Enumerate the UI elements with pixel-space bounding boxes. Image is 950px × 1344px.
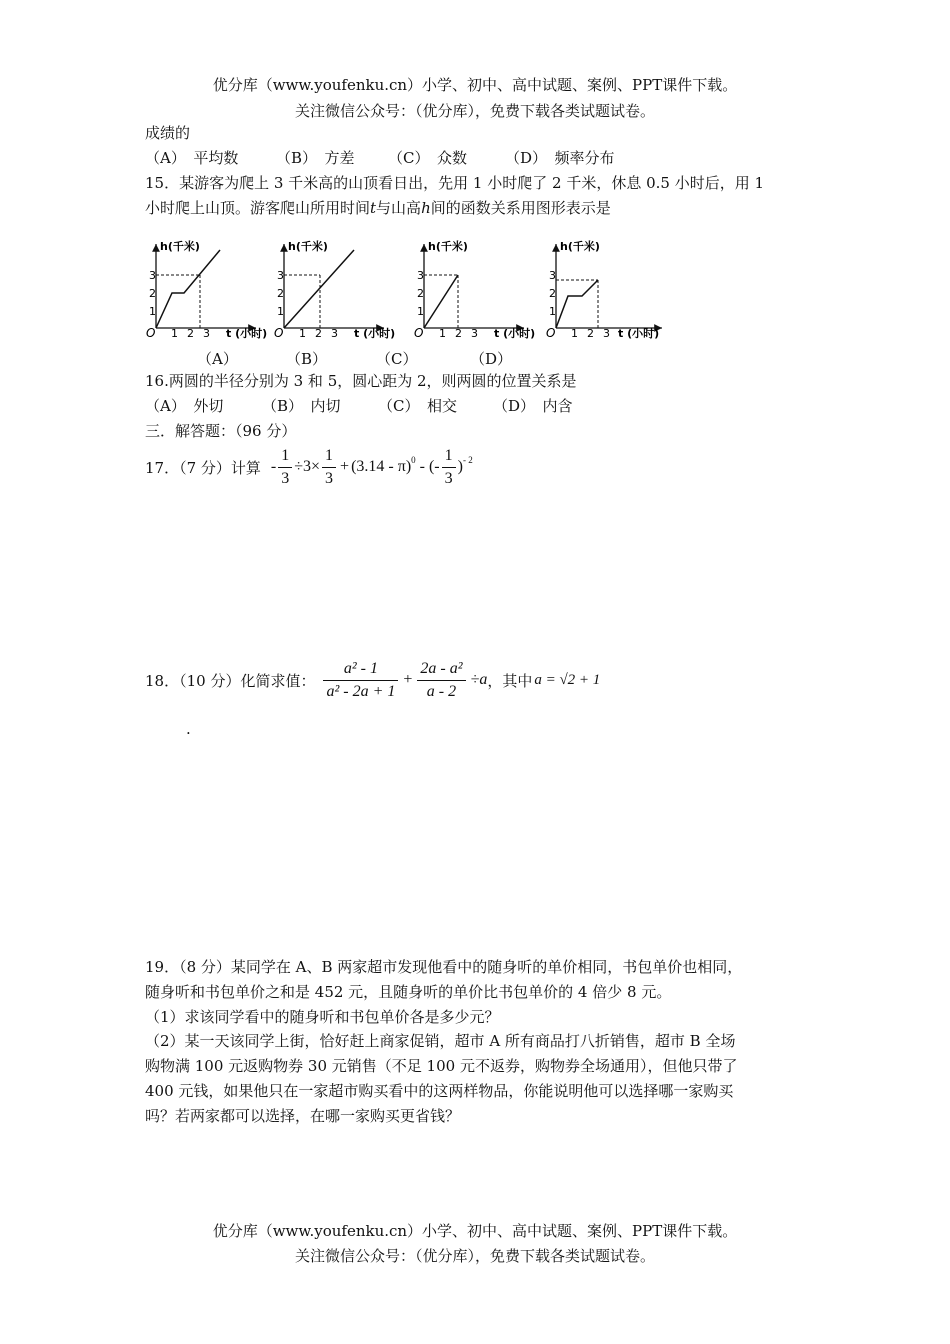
q18-div: ÷a bbox=[470, 671, 488, 688]
graph-b-ytick-3: 3 bbox=[277, 269, 284, 282]
graph-d-xlabel: t (小时) bbox=[618, 327, 660, 340]
graph-label-a: （A） bbox=[197, 350, 238, 368]
q17-frac-1-den: 3 bbox=[281, 469, 290, 487]
q15-line-1: 15．某游客为爬上 3 千米高的山顶看日出，先用 1 小时爬了 2 千米，休息 0.5 小时后，用 1 bbox=[145, 174, 765, 192]
footer-line-2: 关注微信公众号：（优分库），免费下载各类试题试卷。 bbox=[294, 1247, 655, 1265]
graph-c-ylabel: h(千米) bbox=[428, 240, 468, 253]
q17-expression bbox=[271, 445, 473, 490]
q15-text-b: 与山高 bbox=[376, 199, 422, 217]
graph-a-xtick-2: 2 bbox=[187, 327, 194, 340]
graph-label-c: （C） bbox=[376, 350, 418, 368]
graph-b-ylabel: h(千米) bbox=[288, 240, 328, 253]
q17-frac-2 bbox=[322, 445, 336, 490]
graph-b-xtick-3: 3 bbox=[331, 327, 338, 340]
graph-d-origin: O bbox=[546, 326, 556, 340]
q17-minus: - bbox=[270, 458, 277, 475]
q15-graphs bbox=[140, 236, 680, 346]
graph-c-xtick-2: 2 bbox=[455, 327, 462, 340]
header-line-2: 关注微信公众号：（优分库），免费下载各类试题试卷。 bbox=[294, 102, 655, 120]
q15-text-a: 小时爬上山顶。游客爬山所用时间 bbox=[145, 199, 371, 217]
q14-option-c: （C） 众数 bbox=[388, 149, 467, 167]
graph-b-ytick-1: 1 bbox=[277, 305, 284, 318]
q17-minus-paren: - (- bbox=[419, 458, 440, 475]
q14-continuation: 成绩的 bbox=[145, 124, 191, 142]
q17-frac-3 bbox=[442, 445, 456, 490]
q17-supneg2: - 2 bbox=[462, 454, 473, 465]
graph-b-origin: O bbox=[274, 326, 284, 340]
graph-d bbox=[546, 239, 662, 340]
graph-label-d: （D） bbox=[470, 350, 513, 368]
graph-c-xtick-1: 1 bbox=[439, 327, 446, 340]
graph-d-xtick-3: 3 bbox=[603, 327, 610, 340]
section-3-title: 三．解答题：（96 分） bbox=[145, 422, 297, 440]
q17-label: 17．（7 分）计算 bbox=[145, 458, 261, 477]
graph-c-xlabel: t (小时) bbox=[494, 327, 536, 340]
q18-frac-1 bbox=[323, 658, 398, 703]
q17-frac-3-den: 3 bbox=[444, 469, 453, 487]
header-line-1: 优分库（www.youfenku.cn）小学、初中、高中试题、案例、PPT课件下载。 bbox=[212, 76, 738, 94]
graph-a-origin: O bbox=[146, 326, 156, 340]
q14-option-a: （A） 平均数 bbox=[145, 149, 239, 167]
graph-a-ylabel: h(千米) bbox=[160, 240, 200, 253]
q18-where: ，其中 bbox=[487, 671, 533, 690]
q16-option-c: （C） 相交 bbox=[378, 397, 457, 415]
q17-frac-1-num: 1 bbox=[278, 445, 292, 468]
graph-a bbox=[146, 239, 267, 340]
q19-line-7: 吗？若两家都可以选择，在哪一家购买更省钱？ bbox=[145, 1107, 461, 1125]
graph-c-ytick-1: 1 bbox=[417, 305, 424, 318]
q15-var-t: t bbox=[370, 199, 377, 217]
graph-b-xlabel: t (小时) bbox=[354, 327, 396, 340]
q17-close: ) bbox=[457, 458, 463, 475]
q16-option-b: （B） 内切 bbox=[262, 397, 341, 415]
q19-line-4: （2）某一天该同学上街，恰好赶上商家促销，超市 A 所有商品打八折销售，超市 B 全场 bbox=[145, 1032, 736, 1050]
graph-b-xtick-1: 1 bbox=[299, 327, 306, 340]
q15-var-h: h bbox=[421, 199, 431, 217]
q15-line-2 bbox=[145, 197, 611, 218]
q19-line-3: （1）求该同学看中的随身听和书包单价各是多少元？ bbox=[145, 1008, 500, 1026]
q18-frac-1-num: a² - 1 bbox=[323, 658, 398, 681]
graph-d-xtick-1: 1 bbox=[571, 327, 578, 340]
q15-text-c: 间的函数关系用图形表示是 bbox=[430, 199, 611, 217]
graph-a-xlabel: t (小时) bbox=[226, 327, 268, 340]
q18-value: a = √2 + 1 bbox=[534, 671, 601, 688]
q17-frac-2-num: 1 bbox=[322, 445, 336, 468]
q18-frac-2-den: a - 2 bbox=[426, 682, 457, 700]
graph-a-xtick-3: 3 bbox=[203, 327, 210, 340]
q17 bbox=[145, 442, 473, 492]
graph-c-ytick-3: 3 bbox=[417, 269, 424, 282]
graph-b bbox=[274, 239, 395, 340]
graph-c-xtick-3: 3 bbox=[471, 327, 478, 340]
graph-label-b: （B） bbox=[286, 350, 328, 368]
q19-line-5: 购物满 100 元返购物券 30 元销售（不足 100 元不返券，购物券全场通用），但他只带了 bbox=[145, 1057, 738, 1075]
q18-dot: . bbox=[186, 720, 191, 738]
graph-c-origin: O bbox=[414, 326, 424, 340]
graph-d-xtick-2: 2 bbox=[587, 327, 594, 340]
graph-a-ytick-1: 1 bbox=[149, 305, 156, 318]
q16-option-d: （D） 内含 bbox=[493, 397, 573, 415]
q18-label: 18．（10 分）化简求值： bbox=[145, 671, 316, 690]
q19-line-6: 400 元钱，如果他只在一家超市购买看中的这两样物品，你能说明他可以选择哪一家购买 bbox=[145, 1082, 734, 1100]
q18-plus: + bbox=[403, 671, 413, 688]
q16-option-a: （A） 外切 bbox=[145, 397, 224, 415]
graph-d-ytick-2: 2 bbox=[549, 287, 556, 300]
graph-a-ytick-3: 3 bbox=[149, 269, 156, 282]
graph-a-xtick-1: 1 bbox=[171, 327, 178, 340]
graph-c bbox=[414, 239, 535, 340]
q17-sup0: 0 bbox=[411, 454, 416, 465]
graph-a-ytick-2: 2 bbox=[149, 287, 156, 300]
q14-option-b: （B） 方差 bbox=[276, 149, 355, 167]
q19-line-1: 19．（8 分）某同学在 A、B 两家超市发现他看中的随身听的单价相同，书包单价也相同， bbox=[145, 958, 743, 976]
q16-text: 16.两圆的半径分别为 3 和 5，圆心距为 2，则两圆的位置关系是 bbox=[145, 372, 577, 390]
graph-b-xtick-2: 2 bbox=[315, 327, 322, 340]
q18-expression bbox=[321, 658, 487, 703]
q17-div3times: ÷3× bbox=[294, 458, 321, 475]
graph-d-ylabel: h(千米) bbox=[560, 240, 600, 253]
q18 bbox=[145, 654, 600, 706]
graph-c-ytick-2: 2 bbox=[417, 287, 424, 300]
graph-b-ytick-2: 2 bbox=[277, 287, 284, 300]
graph-d-ytick-1: 1 bbox=[549, 305, 556, 318]
q17-frac-3-num: 1 bbox=[442, 445, 456, 468]
graph-d-ytick-3: 3 bbox=[549, 269, 556, 282]
q17-frac-2-den: 3 bbox=[325, 469, 334, 487]
q19-line-2: 随身听和书包单价之和是 452 元，且随身听的单价比书包单价的 4 倍少 8 元。 bbox=[145, 983, 672, 1001]
q17-plus: + bbox=[340, 458, 350, 475]
q17-frac-1 bbox=[278, 445, 292, 490]
q18-frac-1-den: a² - 2a + 1 bbox=[326, 682, 396, 700]
q17-paren: (3.14 - π) bbox=[351, 458, 412, 475]
footer-line-1: 优分库（www.youfenku.cn）小学、初中、高中试题、案例、PPT课件下载。 bbox=[212, 1222, 738, 1240]
q14-option-d: （D） 频率分布 bbox=[505, 149, 615, 167]
q18-frac-2 bbox=[417, 658, 465, 703]
q18-frac-2-num: 2a - a² bbox=[417, 658, 465, 681]
